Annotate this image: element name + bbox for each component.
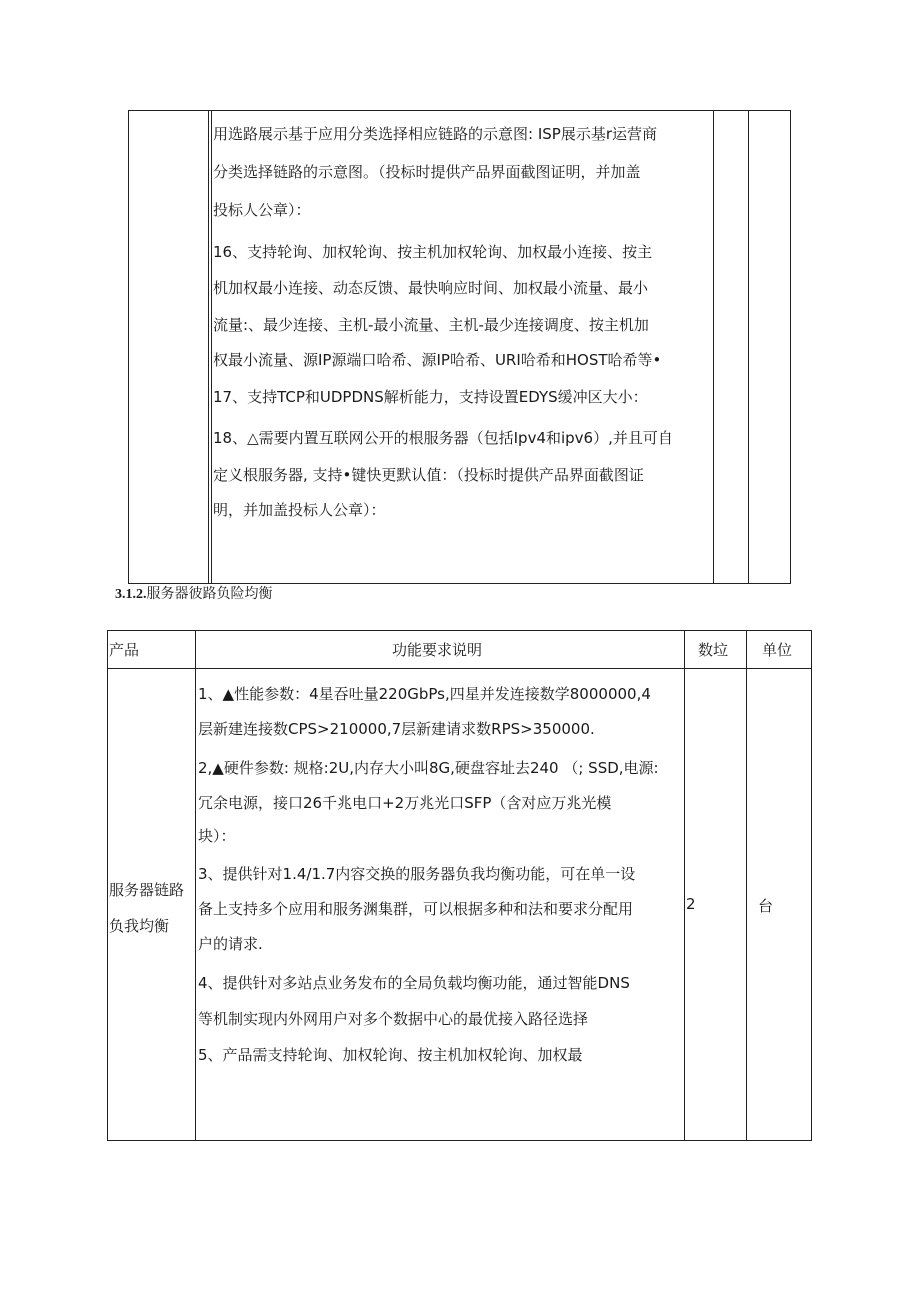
header-description: 功能要求说明 <box>392 641 483 659</box>
table-border <box>684 630 685 1141</box>
description-line: 冗余电源，接口26千兆电口+2万兆光口SFP（含对应万兆光模 <box>198 794 612 812</box>
header-unit: 单位 <box>762 641 793 659</box>
table-border <box>746 630 747 1141</box>
requirement-text-line: 明，并加盖投标人公章）： <box>213 501 386 519</box>
table-border <box>107 1140 812 1141</box>
table-border <box>790 110 791 584</box>
product-name-line: 负我均衡 <box>109 917 170 935</box>
table-border <box>208 110 209 584</box>
requirement-text-line: 机加权最小连接、动态反馈、最快响应时间、加权最小流量、最小 <box>213 279 649 297</box>
requirement-text-line: 18、△需要内置互联网公开的根服务器（包括Ipv4和ipv6）,并且可自 <box>213 429 673 447</box>
section-number: 3.1.2. <box>115 587 147 602</box>
requirement-text-line: 权最小流量、源IP源端口哈希、源IP哈希、URI哈希和HOST哈希等• <box>213 351 662 369</box>
requirement-text-line: 分类选择链路的示意图。（投标时提供产品界面截图证明，并加盖 <box>213 163 641 181</box>
table-border <box>128 110 129 584</box>
requirement-text-line: 17、支持TCP和UDPDNS解析能力，支持设置EDYS缓冲区大小： <box>213 388 648 406</box>
requirement-text-line: 投标人公章）： <box>213 201 311 219</box>
section-title: 服务器彼路负险均衡 <box>146 586 273 602</box>
description-line: 户的请求. <box>198 935 263 953</box>
description-line: 4、提供针对多站点业务发布的全局负载均衡功能，通过智能DNS <box>198 974 630 992</box>
description-line: 备上支持多个应用和服务渊集群，可以根据多种和法和要求分配用 <box>198 900 634 918</box>
requirement-text-line: 16、支持轮询、加权轮询、按主机加权轮询、加权最小连接、按主 <box>213 243 653 261</box>
description-line: 块）： <box>198 827 236 845</box>
description-line: 2,▲硬件参数: 规格:2U,内存大小叫8G,硬盘容址去240 （; SSD,电源: <box>198 759 659 777</box>
description-line: 3、提供针对1.4/1.7内容交换的服务器负我均衡功能，可在单一设 <box>198 865 636 883</box>
table-border <box>107 630 812 631</box>
table-border <box>713 110 714 584</box>
description-line: 层新建连接数CPS>210000,7层新建请求数RPS>350000. <box>198 720 595 738</box>
section-heading <box>115 584 273 605</box>
quantity-value: 2 <box>686 895 696 913</box>
table-border <box>195 630 196 1141</box>
table-border <box>211 110 212 584</box>
description-line: 5、产品需支持轮询、加权轮询、按主机加权轮询、加权最 <box>198 1046 583 1064</box>
unit-value: 台 <box>758 897 774 915</box>
description-line: 1、▲性能参数：4星吞吐量220GbPs,四星并发连接数学8000000,4 <box>198 685 651 703</box>
requirement-text-line: 定义根服务器, 支持•键快更默认值：（投标时提供产品界面截图证 <box>213 466 644 484</box>
table-border <box>811 630 812 1141</box>
header-product: 产品 <box>109 641 140 659</box>
requirement-text-line: 用选路展示基于应用分类选择相应链路的示意图: ISP展示基r运营商 <box>213 125 657 143</box>
table-border <box>748 110 749 584</box>
description-line: 等机制实现内外网用户对多个数据中心的最优接入路径选择 <box>198 1010 589 1028</box>
table-border <box>107 630 108 1141</box>
product-name-line: 服务器链路 <box>109 881 185 899</box>
header-quantity: 数垃 <box>698 641 729 659</box>
table-border <box>107 668 812 669</box>
table-border <box>128 110 790 111</box>
requirement-text-line: 流量:、最少连接、主机-最小流量、主机-最少连接调度、按主机加 <box>213 316 649 334</box>
